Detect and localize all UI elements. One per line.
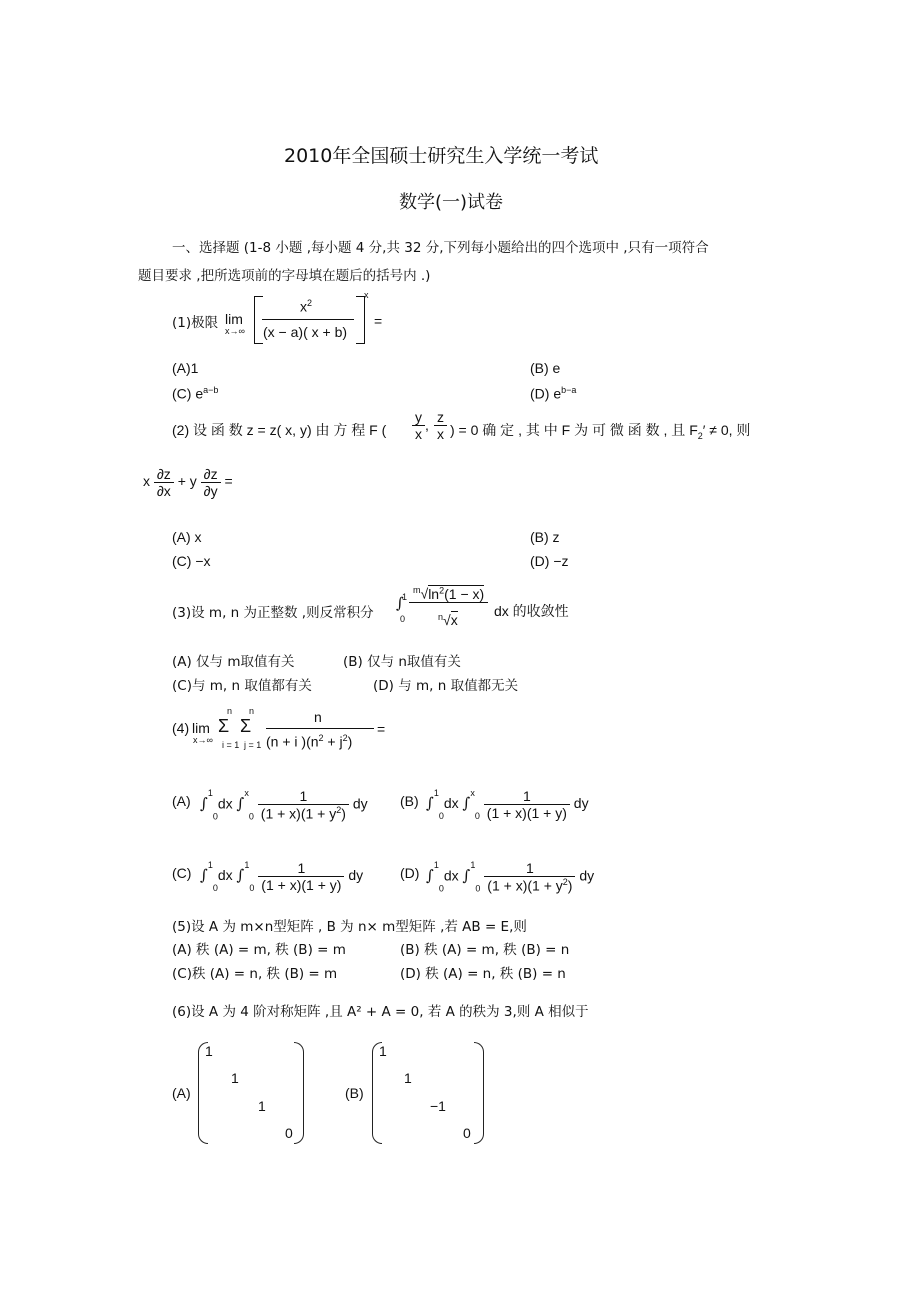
q3-integral-sign: ∫ xyxy=(396,594,404,612)
q2-mid: ) = 0 确 定 , 其 中 F 为 可 微 函 数 , 且 $F_2' \ne 0$, 则 xyxy=(450,422,751,441)
q4-option-a-expr: ∫$^1$0dx ∫$^x$0 $\frac{1}{(1 + x)(1 + y^2)}$ dy xyxy=(200,788,368,822)
q1-equals: = xyxy=(374,313,383,329)
q6-matrix-b-entry-11: 1 xyxy=(379,1043,387,1059)
q3-lower-limit: 0 xyxy=(400,614,406,624)
q1-option-d[interactable]: (D) $e^{b-a}$ xyxy=(530,385,577,402)
q2-option-a[interactable]: (A) x xyxy=(172,529,202,545)
q4-equals: = xyxy=(377,721,386,737)
q6-matrix-a-paren-right xyxy=(294,1042,304,1144)
q1-option-c[interactable]: (C) $e^{a-b}$ xyxy=(172,385,219,402)
q4-numerator: n xyxy=(314,709,322,725)
q6-matrix-a-entry-11: 1 xyxy=(205,1043,213,1059)
q3-option-b[interactable]: (B) 仅与 n取值有关 xyxy=(343,654,461,670)
q4-option-a-label: (A) xyxy=(172,793,191,809)
instruction-line-1: 一、选择题 (1-8 小题 ,每小题 4 分,共 32 分,下列每小题给出的四个选项中 ,只有一项符合 xyxy=(172,240,709,256)
q4-option-b-label: (B) xyxy=(400,793,419,809)
q2-label: (2) 设 函 数 z = z( x, y) 由 方 程 F ( xyxy=(172,422,387,438)
q6-matrix-a-entry-33: 1 xyxy=(258,1098,266,1114)
q4-option-d-expr: ∫$^1$0dx ∫$^1$0 $\frac{1}{(1 + x)(1 + y^2)}$ dy xyxy=(426,860,595,894)
q1-option-a[interactable]: (A)1 xyxy=(172,360,199,376)
q1-lim-sub: x→∞ xyxy=(225,326,245,336)
q3-numerator: $^m√\ln^2(1 - x)$ xyxy=(409,585,488,603)
q6-matrix-b-entry-44: 0 xyxy=(463,1125,471,1141)
q1-bracket-left xyxy=(254,296,263,344)
q4-option-c-expr: ∫$^1$0dx ∫$^1$0 $\frac{1}{(1 + x)(1 + y)}$ dy xyxy=(200,860,364,893)
page-title: 2010年全国硕士研究生入学统一考试 xyxy=(284,145,599,167)
q3-option-d[interactable]: (D) 与 m, n 取值都无关 xyxy=(373,678,519,694)
q4-option-a[interactable] xyxy=(172,793,191,809)
q4-option-b[interactable] xyxy=(400,793,419,809)
q3-tail: dx 的收敛性 xyxy=(494,603,569,619)
q4-option-d[interactable] xyxy=(400,865,419,881)
q4-denominator: (n + i )$(n^2 + j^2)$ xyxy=(266,733,353,750)
q1-fraction-bar xyxy=(262,319,354,320)
q4-option-c-label: (C) xyxy=(172,865,192,881)
q1-exponent: x xyxy=(364,290,369,300)
q6-label: (6)设 A 为 4 阶对称矩阵 ,且 A² + A = 0, 若 A 的秩为 3,则 A 相似于 xyxy=(172,1004,589,1020)
q2-option-b[interactable]: (B) z xyxy=(530,529,560,545)
q5-option-a[interactable]: (A) 秩 (A) = m, 秩 (B) = m xyxy=(172,942,346,958)
q2-option-d[interactable]: (D) −z xyxy=(530,553,569,569)
q2-frac-yx: $\frac{y}{x}$ , $\frac{z}{x}$ xyxy=(412,409,447,442)
q1-label: (1)极限 xyxy=(172,315,219,331)
q5-option-d[interactable]: (D) 秩 (A) = n, 秩 (B) = n xyxy=(400,966,566,982)
q4-lim: lim xyxy=(192,720,210,736)
page-subtitle: 数学(一)试卷 xyxy=(399,192,504,213)
q2-expression: x $\frac{\partial z}{\partial x}$ + y $\frac{\partial z}{\partial y}$ = xyxy=(143,466,233,499)
q3-label: (3)设 m, n 为正整数 ,则反常积分 xyxy=(172,605,374,621)
q4-sum-j-upper: n xyxy=(249,706,255,716)
q5-option-b[interactable]: (B) 秩 (A) = m, 秩 (B) = n xyxy=(400,942,570,958)
q1-option-b[interactable]: (B) e xyxy=(530,360,561,376)
q3-upper-limit: 1 xyxy=(402,592,408,602)
q4-sum-j: Σ xyxy=(240,716,252,736)
q6-option-a[interactable]: (A) xyxy=(172,1085,191,1101)
q5-label: (5)设 A 为 m×n型矩阵 , B 为 n× m型矩阵 ,若 AB = E,则 xyxy=(172,919,527,935)
q6-matrix-b-entry-33: −1 xyxy=(430,1098,446,1114)
q4-option-d-label: (D) xyxy=(400,865,420,881)
q4-sum-i-lower: i = 1 xyxy=(222,740,240,750)
q3-denominator: $^n$√x xyxy=(438,612,458,628)
q1-bracket-right xyxy=(356,296,365,344)
q3-option-c[interactable]: (C)与 m, n 取值都有关 xyxy=(172,678,312,694)
q4-lim-sub: x→∞ xyxy=(193,735,213,745)
q6-matrix-b-entry-22: 1 xyxy=(404,1070,412,1086)
q4-sum-i: Σ xyxy=(218,716,230,736)
q5-option-c[interactable]: (C)秩 (A) = n, 秩 (B) = m xyxy=(172,966,338,982)
q1-numerator: $x^2$ xyxy=(300,298,313,315)
q6-option-b[interactable]: (B) xyxy=(345,1085,364,1101)
q4-sum-j-lower: j = 1 xyxy=(244,740,262,750)
q6-matrix-a-entry-22: 1 xyxy=(231,1070,239,1086)
q4-sum-i-upper: n xyxy=(227,706,233,716)
q2-option-c[interactable]: (C) −x xyxy=(172,553,211,569)
q1-lim: lim xyxy=(225,311,243,327)
q6-matrix-a-entry-44: 0 xyxy=(285,1125,293,1141)
instruction-line-2: 题目要求 ,把所选项前的字母填在题后的括号内 .) xyxy=(138,268,431,284)
q4-option-b-expr: ∫$^1$0dx ∫$^x$0 $\frac{1}{(1 + x)(1 + y)}$ dy xyxy=(426,788,589,821)
q4-label: (4) xyxy=(172,720,190,736)
q1-denominator: (x − a)( x + b) xyxy=(263,324,348,340)
q4-option-c[interactable] xyxy=(172,865,191,881)
q3-option-a[interactable]: (A) 仅与 m取值有关 xyxy=(172,654,295,670)
q4-fraction-bar xyxy=(266,728,374,729)
q6-matrix-b-paren-right xyxy=(474,1042,484,1144)
